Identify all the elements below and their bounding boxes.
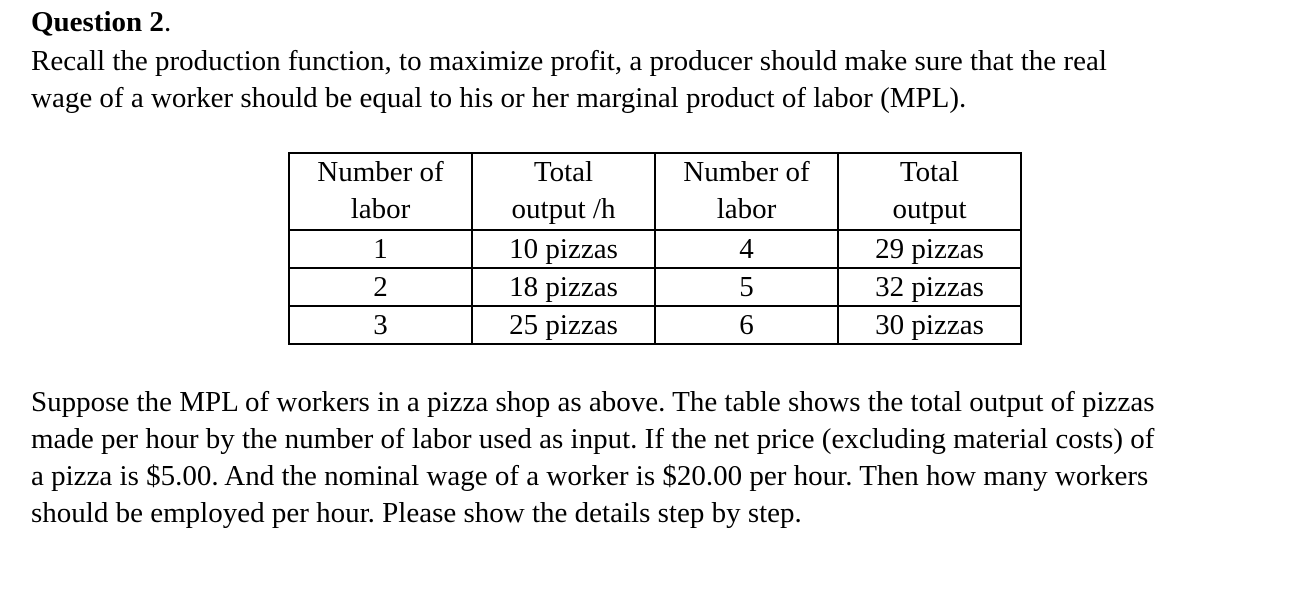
prompt-line: Suppose the MPL of workers in a pizza shop as above. The table shows the total output of pizzas: [31, 386, 1155, 418]
table-cell: 32 pizzas: [838, 268, 1021, 306]
table-cell: 3: [289, 306, 472, 344]
header-cell-output-1: Total output /h: [472, 153, 655, 230]
header-cell-labor-2: Number of labor: [655, 153, 838, 230]
table-cell: 4: [655, 230, 838, 268]
intro-line: Recall the production function, to maximize profit, a producer should make sure that the real: [31, 45, 1107, 77]
prompt-line: a pizza is $5.00. And the nominal wage of a worker is $20.00 per hour. Then how many workers: [31, 460, 1149, 492]
table-cell: 5: [655, 268, 838, 306]
prompt-line: should be employed per hour. Please show the details step by step.: [31, 497, 802, 529]
table-cell: 2: [289, 268, 472, 306]
prompt-line: made per hour by the number of labor used as input. If the net price (excluding material costs) of: [31, 423, 1155, 455]
production-table: [288, 152, 1022, 345]
table-cell: 1: [289, 230, 472, 268]
question-number: Question 2: [31, 6, 164, 38]
intro-line: wage of a worker should be equal to his or her marginal product of labor (MPL).: [31, 82, 967, 114]
question-heading-period: .: [163, 6, 172, 38]
table-cell: 6: [655, 306, 838, 344]
header-cell-labor-1: Number of labor: [289, 153, 472, 230]
table-cell: 30 pizzas: [838, 306, 1021, 344]
table-cell: 25 pizzas: [472, 306, 655, 344]
header-cell-output-2: Total output: [838, 153, 1021, 230]
table-cell: 10 pizzas: [472, 230, 655, 268]
table-cell: 18 pizzas: [472, 268, 655, 306]
table-row: [289, 230, 1021, 268]
question-prompt: [31, 384, 1155, 532]
question-heading: [31, 4, 171, 41]
table-cell: 29 pizzas: [838, 230, 1021, 268]
table-row: [289, 268, 1021, 306]
table-header-row: [289, 153, 1021, 230]
table-row: [289, 306, 1021, 344]
question-intro: [31, 43, 1107, 117]
